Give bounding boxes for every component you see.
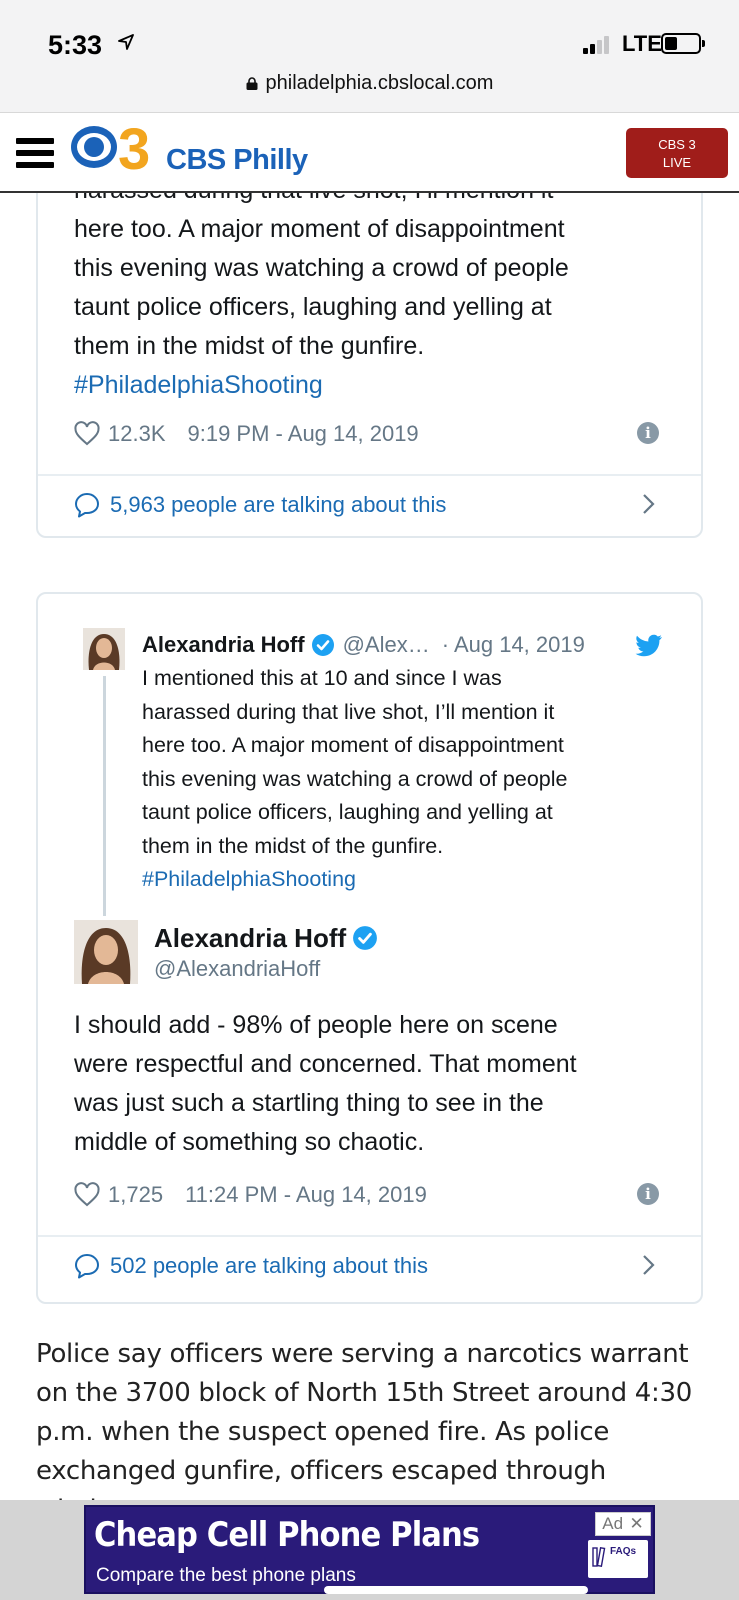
- ad-container: [0, 1500, 739, 1600]
- quoted-tweet-text: [142, 662, 662, 897]
- avatar[interactable]: [83, 628, 125, 670]
- tweet-line: I should add - 98% of people here on scene: [74, 1011, 558, 1039]
- avatar[interactable]: [74, 920, 138, 984]
- tweet-timestamp[interactable]: 11:24 PM - Aug 14, 2019: [185, 1182, 427, 1207]
- library-icon: [592, 1546, 608, 1568]
- live-button-line2: LIVE: [662, 155, 692, 170]
- tweet-timestamp[interactable]: 9:19 PM - Aug 14, 2019: [187, 421, 419, 446]
- author-handle[interactable]: @AlexandriaHoff: [154, 956, 321, 981]
- menu-icon[interactable]: [16, 136, 56, 170]
- cbs3-live-button[interactable]: [626, 128, 728, 178]
- site-header: [0, 113, 739, 193]
- embedded-tweet[interactable]: [36, 592, 703, 1304]
- ad-logo-text: FAQs: [610, 1546, 637, 1557]
- svg-text:3: 3: [118, 117, 151, 182]
- embedded-tweet[interactable]: [36, 133, 703, 538]
- tweet-line: here too. A major moment of disappointment: [74, 215, 565, 243]
- verified-badge-icon: [311, 633, 335, 657]
- ad-banner[interactable]: [84, 1505, 655, 1594]
- close-icon[interactable]: ✕: [629, 1514, 644, 1533]
- talking-text: 502 people are talking about this: [110, 1253, 429, 1278]
- url-bar[interactable]: [0, 72, 739, 95]
- location-arrow-icon: [118, 34, 134, 50]
- quoted-date[interactable]: · Aug 14, 2019: [441, 632, 585, 657]
- url-text: philadelphia.cbslocal.com: [265, 72, 494, 94]
- ad-logo: [588, 1540, 648, 1578]
- article-line: exchanged gunfire, officers escaped through: [36, 1456, 606, 1486]
- verified-badge-icon: [352, 925, 378, 951]
- tweet-line: taunt police officers, laughing and yelling at: [142, 800, 553, 824]
- quoted-tweet-header: [142, 630, 585, 660]
- tweet-line: middle of something so chaotic.: [74, 1128, 425, 1156]
- article-line: on the 3700 block of North 15th Street around 4:30: [36, 1378, 692, 1408]
- heart-icon[interactable]: [74, 1183, 100, 1207]
- tweet-line: this evening was watching a crowd of people: [74, 254, 569, 282]
- like-count: 12.3K: [108, 421, 166, 446]
- article-line: p.m. when the suspect opened fire. As police: [36, 1417, 610, 1447]
- like-count: 1,725: [108, 1182, 164, 1207]
- talking-link[interactable]: [74, 1248, 665, 1284]
- author-handle[interactable]: @Alex…: [342, 632, 430, 657]
- browser-top-bar: [0, 0, 739, 113]
- author-name[interactable]: Alexandria Hoff: [154, 922, 347, 953]
- ad-title: Cheap Cell Phone Plans: [94, 1515, 480, 1555]
- live-button-line1: CBS 3: [658, 137, 696, 152]
- tweet-line: I mentioned this at 10 and since I was: [142, 666, 502, 690]
- chevron-right-icon: [641, 1254, 655, 1276]
- speech-bubble-icon: [74, 492, 100, 518]
- tweet-text: [74, 1006, 674, 1162]
- divider: [38, 474, 701, 476]
- ad-choice-badge[interactable]: [595, 1512, 651, 1536]
- twitter-bird-icon[interactable]: [635, 634, 663, 658]
- thread-line: [103, 676, 106, 916]
- battery-icon: [661, 33, 701, 54]
- chevron-right-icon: [641, 493, 655, 515]
- brand-name: CBS Philly: [166, 143, 308, 176]
- home-indicator[interactable]: [324, 1586, 588, 1594]
- article-line: Police say officers were serving a narcotics warrant: [36, 1339, 689, 1369]
- hashtag-link[interactable]: #PhiladelphiaShooting: [142, 867, 356, 891]
- hashtag-link[interactable]: #PhiladelphiaShooting: [74, 371, 323, 399]
- author-name-row: [154, 920, 386, 956]
- signal-icon: [583, 36, 617, 54]
- divider: [38, 1235, 701, 1237]
- cbs-eye-3-icon: [70, 117, 160, 182]
- article-content: [0, 193, 739, 1500]
- info-icon[interactable]: i: [637, 422, 659, 444]
- talking-text: 5,963 people are talking about this: [110, 492, 447, 517]
- tweet-text: [74, 171, 674, 405]
- tweet-line: were respectful and concerned. That moment: [74, 1050, 577, 1078]
- info-icon[interactable]: i: [637, 1183, 659, 1205]
- ad-subtitle: Compare the best phone plans: [96, 1565, 356, 1586]
- speech-bubble-icon: [74, 1253, 100, 1279]
- status-time: 5:33: [48, 30, 103, 60]
- tweet-meta: [74, 1178, 665, 1212]
- ad-label: Ad: [602, 1514, 624, 1533]
- heart-icon[interactable]: [74, 422, 100, 446]
- talking-link[interactable]: [74, 487, 665, 523]
- tweet-line: this evening was watching a crowd of people: [142, 766, 568, 791]
- tweet-line: here too. A major moment of disappointment: [142, 733, 564, 757]
- tweet-line: them in the midst of the gunfire.: [74, 332, 425, 360]
- tweet-meta: [74, 417, 665, 451]
- tweet-line: taunt police officers, laughing and yelling at: [74, 293, 552, 321]
- lock-icon: [246, 77, 258, 90]
- author-name[interactable]: Alexandria Hoff: [142, 632, 305, 657]
- tweet-line: harassed during that live shot, I’ll mention it: [142, 699, 555, 724]
- tweet-line: them in the midst of the gunfire.: [142, 833, 444, 858]
- network-type: LTE: [622, 31, 662, 56]
- cbs-philly-logo[interactable]: [70, 117, 308, 182]
- tweet-line: was just such a startling thing to see in the: [74, 1089, 544, 1117]
